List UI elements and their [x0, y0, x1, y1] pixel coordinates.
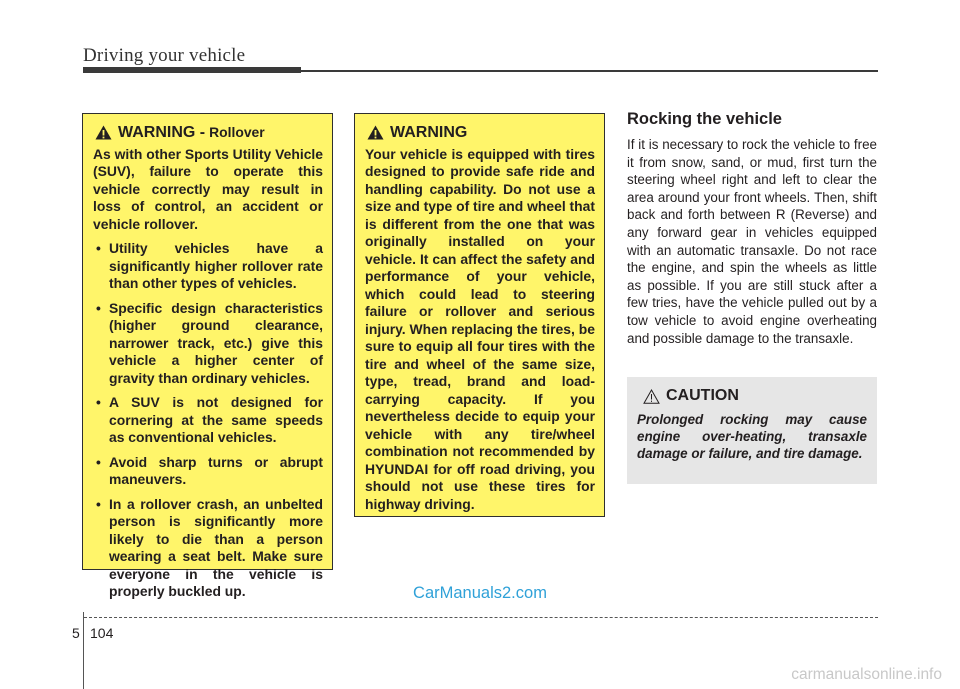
warning-rollover-heading	[93, 124, 323, 142]
footer-dashed-rule	[84, 617, 878, 618]
footer-chapter-number: 5	[72, 625, 80, 641]
page-header-title: Driving your vehicle	[83, 45, 246, 66]
caution-triangle-icon	[643, 389, 660, 404]
bottom-watermark: carmanualsonline.info	[791, 666, 942, 683]
watermark-link[interactable]: CarManuals2.com	[413, 584, 547, 602]
warning-tires-heading	[365, 124, 595, 142]
caution-text: Prolonged rocking may cause engine over-heating, transaxle damage or failure, and tire damage.	[637, 412, 867, 461]
caution-box	[627, 377, 877, 484]
caution-heading	[637, 387, 867, 405]
warning-rollover-bullet: • Utility vehicles have a significantly higher rollover rate than other types of vehicles.	[93, 240, 323, 293]
footer-page-number: 104	[90, 625, 114, 641]
footer-divider	[83, 612, 84, 689]
warning-rollover-bullet: • Avoid sharp turns or abrupt maneuvers.	[93, 454, 323, 489]
warning-rollover-box	[82, 113, 333, 599]
header-rule-thin	[301, 70, 878, 72]
caution-title: CAUTION	[666, 387, 739, 404]
section-body: If it is necessary to rock the vehicle to free it from snow, sand, or mud, first turn the steering wheel right and left to clear the area around your front wheels. Then, shift back and forth between R (Reverse) and any forward gear in vehicles equipped with an automatic transaxle. Do not race the engine, and spin the wheels as little as possible. If you are still stuck after a few tries, have the vehicle pulled out by a tow vehicle to avoid engine overheating and possible damage to the transaxle.	[627, 137, 877, 346]
warning-rollover-subtitle: Rollover	[209, 124, 265, 140]
warning-rollover-bullet: • A SUV is not designed for cornering at the same speeds as conventional vehicles.	[93, 394, 323, 447]
warning-triangle-icon	[95, 125, 112, 140]
section-title: Rocking the vehicle	[627, 110, 782, 128]
warning-rollover-intro: As with other Sports Utility Vehicle (SUV), failure to operate this vehicle correctly may result in loss of control, an accident or vehicle rollover.	[93, 145, 324, 232]
warning-triangle-icon	[367, 125, 384, 140]
warning-rollover-title: WARNING -	[118, 124, 206, 141]
warning-tires-title: WARNING	[390, 124, 468, 141]
warning-rollover-bullet: • In a rollover crash, an unbelted person is significantly more likely to die than a person wearing a seat belt. Make sure everyone in the vehicle is properly buckled up.	[93, 496, 323, 601]
warning-rollover-bullet: • Specific design characteristics (higher ground clearance, narrower track, etc.) give this vehicle a higher center of gravity than ordinary vehicles.	[93, 300, 323, 388]
warning-tires-box	[354, 113, 605, 517]
header-rule-thick	[83, 67, 301, 73]
warning-tires-text: Your vehicle is equipped with tires designed to provide safe ride and handling capability. Do not use a size and type of tire and wheel that is different from the one that was originally installed on your vehicle. It can affect the safety and performance of your vehicle, which could lead to steering failure or rollover and serious injury. When replacing the tires, be sure to equip all four tires with the tire and wheel of the same size, type, tread, brand and load-carrying capacity. If you nevertheless decide to equip your vehicle with any tire/wheel combination not recommended by HYUNDAI for off road driving, you should not use these tires for highway driving.	[365, 145, 596, 512]
